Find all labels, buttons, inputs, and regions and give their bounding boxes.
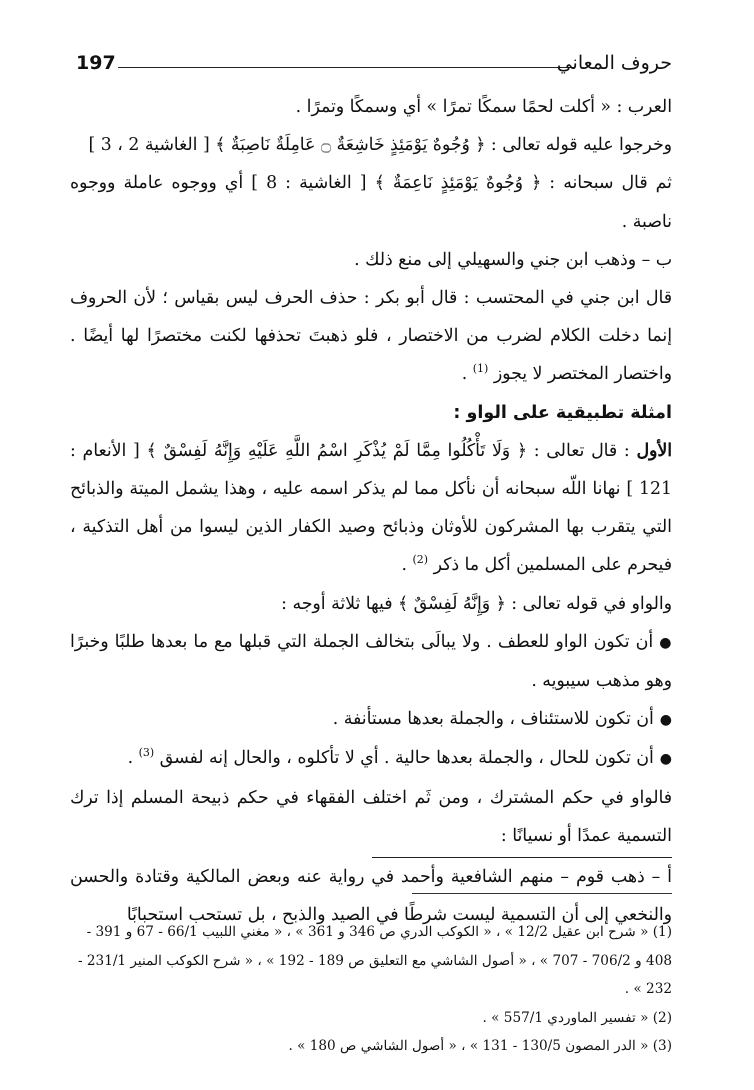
list-item: [70, 623, 672, 700]
footnote-ref-3[interactable]: (3): [138, 746, 155, 760]
list-item: [70, 700, 672, 739]
bullet-icon: ●: [659, 751, 672, 768]
paragraph: [70, 432, 672, 585]
list-item-text: أن تكون للحال ، والجملة بعدها حالية . أي لا تأكلوه ، والحال إنه لفسق: [159, 748, 654, 769]
bullet-icon: ●: [659, 634, 673, 651]
paragraph: أ – ذهب قوم – منهم الشافعية وأحمد في رواية عنه وبعض المالكية وقتادة والحسن والنخعي إلى أن التسمية ليست شرطًا في الصيد والذبح ، بل تستحب استحبابًا: [70, 867, 672, 926]
page-header: [76, 50, 672, 84]
section-heading: امثلة تطبيقية على الواو :: [453, 402, 672, 423]
page-number: 197: [76, 52, 116, 74]
footnote-3: (3) « الدر المصون 130/5 - 131 » ، « أصول الشاشي ص 180 » .: [288, 1038, 672, 1054]
paragraph-text: قال ابن جني في المحتسب : قال أبو بكر : حذف الحرف ليس بقياس ؛ لأن الحروف إنما دخلت الكلام لضرب من الاختصار ، فلو ذهبتَ تحذفها لكنت مختصرًا لها أيضًا . واختصار المختصر لا يجوز: [70, 288, 672, 385]
paragraph: وخرجوا عليه قوله تعالى : ﴿ وُجُوهٌ يَوْمَئِذٍ خَاشِعَةٌ ۝ عَامِلَةٌ نَاصِبَةٌ ﴾ [ الغاشية 2 ، 3 ]: [88, 135, 672, 156]
paragraph-end: .: [461, 364, 473, 385]
paragraph: [70, 279, 672, 394]
running-title: حروف المعاني: [556, 52, 672, 74]
footnote-ref-2[interactable]: (2): [412, 553, 429, 567]
paragraph: والواو في قوله تعالى : ﴿ وَإِنَّهُ لَفِسْقٌ ﴾ فيها ثلاثة أوجه :: [281, 593, 672, 614]
paragraph: فالواو في حكم المشترك ، ومن ثَم اختلف الفقهاء في حكم ذبيحة المسلم إذا ترك التسمية عمدًا أو نسيانًا :: [70, 787, 672, 846]
paragraph-text: : قال تعالى : ﴿ وَلَا تَأْكُلُوا مِمَّا لَمْ يُذْكَرِ اسْمُ اللَّهِ عَلَيْهِ وَإِنَّهُ لَفِسْقٌ ﴾ [ الأنعام : 121 ] نهانا اللّه سبحانه أن نأكل مما لم يذكر اسمه عليه ، وهذا يشمل الميتة والذبائح التي يتقرب بها المشركون للأوثان وذبائح وصيد الكفار الذين ليسوا من أهل التذكية ، فيحرم على المسلمين أكل ما ذكر: [70, 440, 672, 576]
paragraph-end: .: [401, 555, 413, 576]
header-rule: [118, 67, 574, 68]
footnote-2: (2) « تفسير الماوردي 557/1 » .: [482, 1009, 672, 1026]
footnote-rule: [412, 893, 672, 894]
paragraph: العرب : « أكلت لحمًا سمكًا تمرًا » أي وسمكًا وتمرًا .: [295, 97, 672, 117]
list-item-text: أن تكون للاستئناف ، والجملة بعدها مستأنفة .: [332, 709, 654, 730]
paragraph: ب – وذهب ابن جني والسهيلي إلى منع ذلك .: [354, 249, 672, 270]
list-item-end: .: [127, 748, 139, 769]
example-label: الأول: [636, 440, 672, 461]
list-item: [70, 739, 672, 778]
list-item-text: أن تكون الواو للعطف . ولا يبالَى بتخالف الجملة التي قبلها مع ما بعدها طلبًا وخبرًا وهو مذهب سيبويه .: [70, 631, 672, 692]
footnote-ref-1[interactable]: (1): [472, 362, 489, 376]
main-text: [70, 88, 672, 934]
bullet-icon: ●: [659, 712, 672, 729]
footnotes: [70, 918, 672, 1061]
footnote-1: (1) « شرح ابن عقيل 12/2 » ، « الكوكب الدري ص 346 و 361 » ، « مغني اللبيب 66/1 - 67 و 391 - 408 و 706/2 - 707 » ، « أصول الشاشي مع التعليق ص 189 - 192 » ، « شرح الكوكب المنير 231/1 - 232 » .: [77, 924, 672, 997]
paragraph: ثم قال سبحانه : ﴿ وُجُوهٌ يَوْمَئِذٍ نَاعِمَةٌ ﴾ [ الغاشية : 8 ] أي ووجوه عاملة ووجوه ناصبة .: [70, 173, 672, 232]
